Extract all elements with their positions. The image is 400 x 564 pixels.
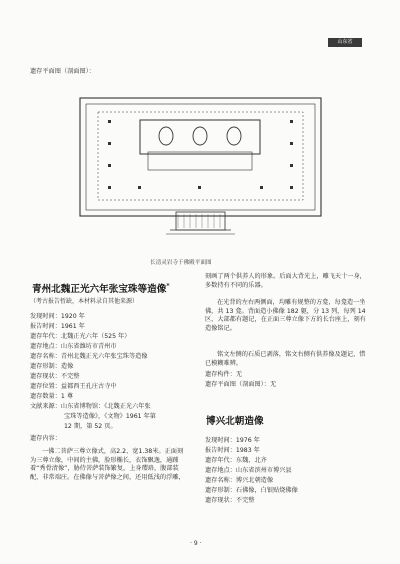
field-line: 遗存形制：造像 [30,363,74,370]
field-line: 遗存地点：山东省潍坊市青州市 [30,343,117,350]
right-paragraph-3: 铭文左侧的石质已剥落，铭文右侧有供养像及题记，惜已模糊难辨。 [205,351,366,367]
field-line: 遗存年代：东魏、北齐 [205,457,267,464]
field-line: 报告时间：1961 年 [30,323,85,330]
content-paragraph: 一佛二菩萨三尊立像式，高2.2、宽1.38米。正面刻为三尊立像，中间的主佛，脸形椭长，衣饰飘逸，通踵着“秀骨清像”，胁侍菩萨装饰繁复，上身璎珞，腹部装配，非常端庄。在佛像与菩萨像之间，还用低浅的浮雕， [30,448,185,481]
right-paragraph-1: 刻画了两个供养人的形象。后面大背光上，雕飞天十一身，多数持有不同的乐器。 [205,273,366,289]
field-line: 遗存位置：益都西王孔庄古寺中 [30,383,117,390]
field-line: 遗存名称：博兴北朝造像 [205,477,274,484]
field-line: 宝珠等造像》，《文物》1961 年第 [64,413,156,420]
field-line: 遗存平面图（剖面图）：无 [205,381,277,388]
field-line: 遗存构件：无 [205,371,243,378]
field-line: 遗存名称：青州北魏正光六年张宝珠等造像 [30,353,148,360]
figure-caption: 长清灵岩寺千佛殿平面图 [150,260,212,266]
field-line: 发现时间：1920 年 [30,313,85,320]
field-line: 报告时间：1983 年 [205,447,260,454]
field-line: 遗存地点：山东省滨州市博兴县 [205,467,292,474]
section-title-zhangbaozhu [32,281,169,295]
page-number: · 9 · [190,540,202,547]
field-line: 遗存数量：1 尊 [30,393,74,400]
plan-label: 遗存平面图（剖面图）： [30,68,95,75]
field-line: 遗存现状：不完整 [205,497,255,504]
field-line: 遗存年代：北魏正光六年（525 年） [30,333,131,340]
floor-plan-figure [78,96,323,246]
field-line: 遗存内容： [30,435,61,442]
field-line: 遗存现状：不完整 [30,373,80,380]
running-header-tag: 山东省 [328,38,362,47]
field-line: 发现时间：1976 年 [205,437,260,444]
title-text: 青州北魏正光六年张宝珠等造像 [32,284,167,295]
right-paragraph-2: 在光背的左右两侧面，均雕有规整的方龛，每龛造一坐佛，共 13 龛。背面造小佛像 182 躯，分 13 列，每列 14 区，大部都有题记，在正面三尊立像下方的长台座上，刻有造像铭记。 [205,299,366,332]
field-line: 12 期，第 52 页。 [64,423,117,430]
section-subtitle: （考古报告暂缺，本材料录自其他来源） [30,298,139,305]
field-line: 遗存形制：石佛像，白银贴烧佛像 [205,487,298,494]
footnote-mark: * [166,282,170,290]
section-title-boxing: 博兴北朝造像 [206,416,264,427]
field-line: 文献来源：山东省博物馆：《北魏正光六年张 [30,403,151,410]
